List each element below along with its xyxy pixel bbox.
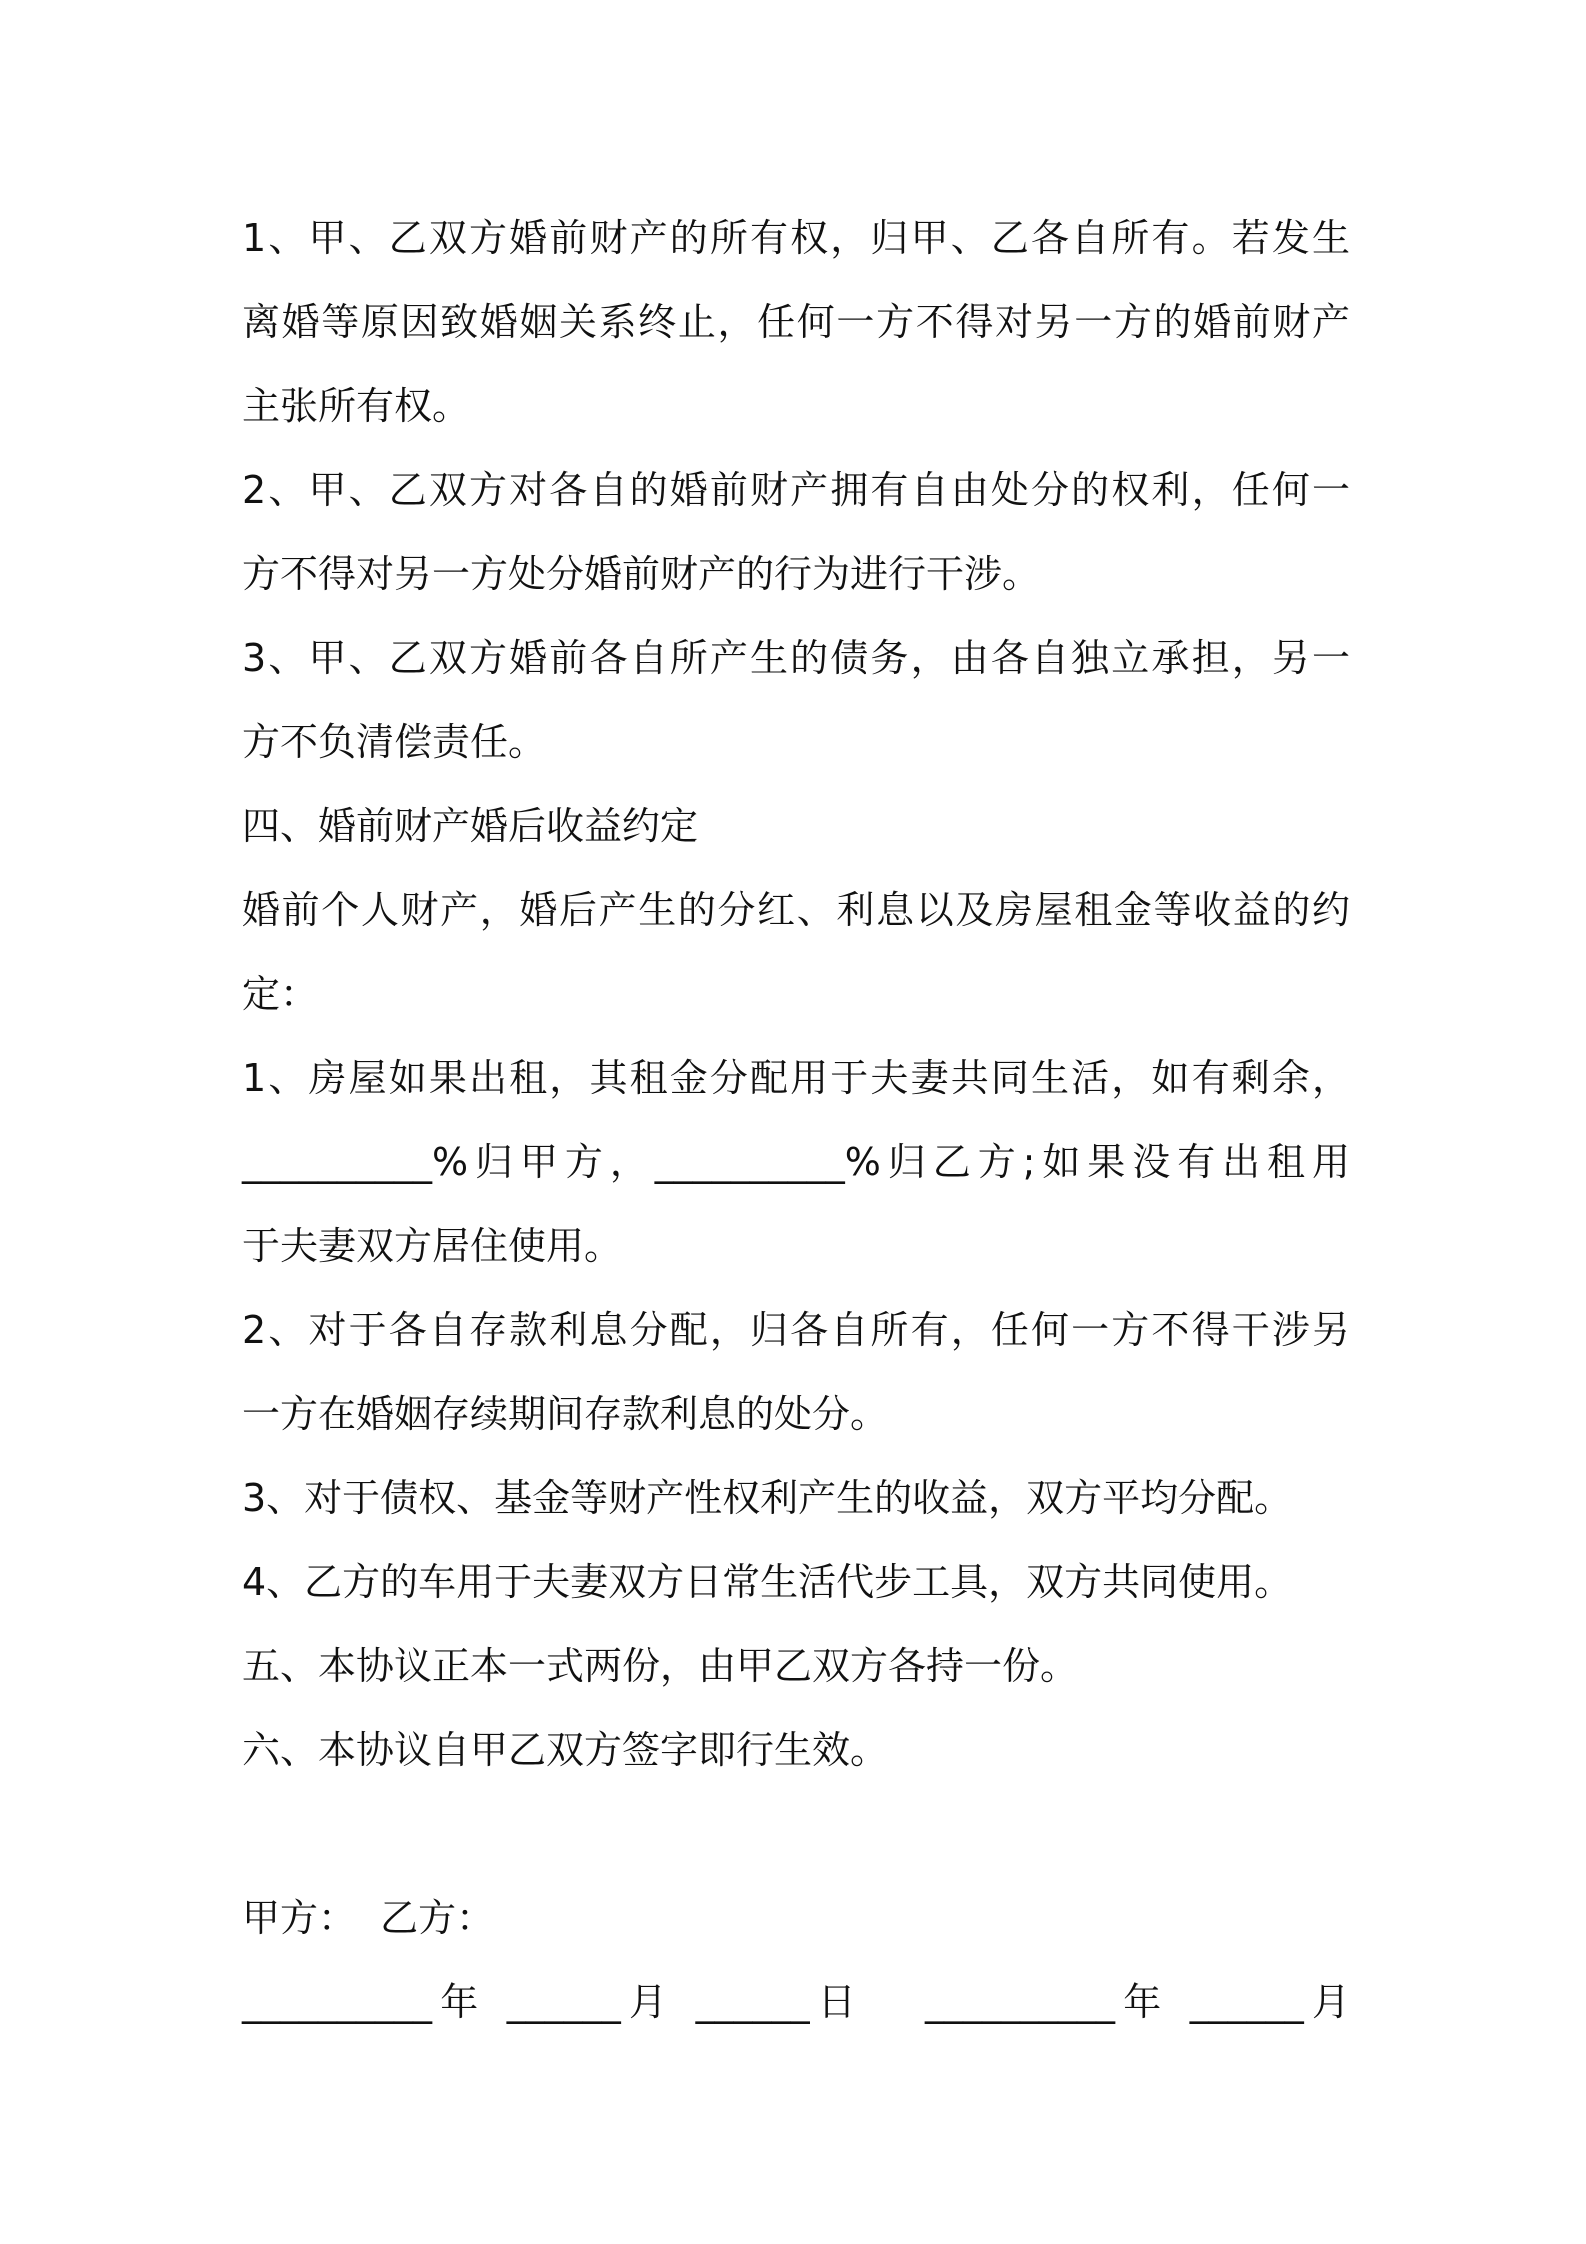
text-line: 1、房屋如果出租，其租金分配用于夫妻共同生活，如有剩余，	[242, 1056, 1350, 1100]
document-body	[242, 196, 1362, 2044]
text-line: 2、对于各自存款利息分配，归各自所有，任何一方不得干涉另	[242, 1308, 1350, 1352]
spacer	[242, 1792, 1362, 1876]
text-line: 于夫妻双方居住使用。	[242, 1224, 623, 1268]
text-line: __________%归甲方，__________%归乙方;如果没有出租用	[242, 1140, 1350, 1184]
text-line: 六、本协议自甲乙双方签字即行生效。	[242, 1728, 889, 1772]
text-line: 4、乙方的车用于夫妻双方日常生活代步工具，双方共同使用。	[242, 1560, 1293, 1604]
text-line: 定：	[242, 972, 319, 1016]
text-line: 婚前个人财产，婚后产生的分红、利息以及房屋租金等收益的约	[242, 888, 1350, 932]
text-line: 1、甲、乙双方婚前财产的所有权，归甲、乙各自所有。若发生	[242, 216, 1350, 260]
section-heading: 四、婚前财产婚后收益约定	[242, 804, 699, 848]
text-line: 3、对于债权、基金等财产性权利产生的收益，双方平均分配。	[242, 1476, 1293, 1520]
date-line: __________年 ______月 ______日 __________年 ______月	[242, 1980, 1350, 2024]
text-line: 离婚等原因致婚姻关系终止，任何一方不得对另一方的婚前财产	[242, 300, 1350, 344]
text-line: 2、甲、乙双方对各自的婚前财产拥有自由处分的权利，任何一	[242, 468, 1350, 512]
text-line: 一方在婚姻存续期间存款利息的处分。	[242, 1392, 889, 1436]
text-line: 方不得对另一方处分婚前财产的行为进行干涉。	[242, 552, 1041, 596]
text-line: 方不负清偿责任。	[242, 720, 547, 764]
text-line: 主张所有权。	[242, 384, 471, 428]
text-line: 五、本协议正本一式两份，由甲乙双方各持一份。	[242, 1644, 1079, 1688]
signature-line: 甲方： 乙方：	[242, 1896, 495, 1940]
text-line: 3、甲、乙双方婚前各自所产生的债务，由各自独立承担，另一	[242, 636, 1350, 680]
